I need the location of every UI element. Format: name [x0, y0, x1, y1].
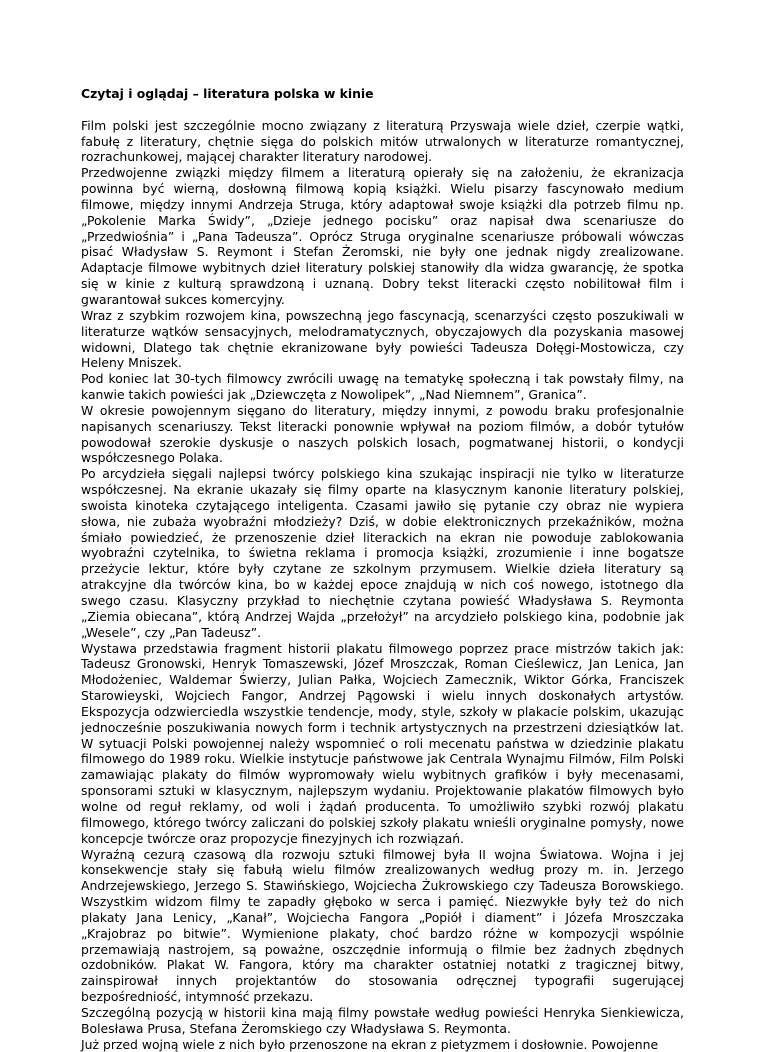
paragraph-5: W okresie powojennym sięgano do literatury, między innymi, z powodu braku profesjonalnie napisanych scenariuszy. Tekst literacki ponownie wpływał na poziom filmów, a dobór tytułów powodował szerokie dyskusje o naszych polskich losach, pogmatwanej historii, o kondycji współczesnego Polaka.: [81, 402, 684, 466]
paragraph-9: Szczególną pozycją w historii kina mają filmy powstałe według powieści Henryka Sienkiewicza, Bolesława Prusa, Stefana Żeromskiego czy Władysława S. Reymonta.: [81, 1004, 684, 1036]
paragraph-2: Przedwojenne związki między filmem a literaturą opierały się na założeniu, że ekranizacja powinna być wierną, dosłowną filmową kopią książki. Wielu pisarzy fascynowało medium filmowe, między innymi Andrzeja Struga, który adaptował swoje książki dla potrzeb filmu np. „Pokolenie Marka Świdy”, „Dzieje jednego pocisku” oraz napisał dwa scenariusze do „Przedwiośnia” i „Pana Tadeusza”. Oprócz Struga oryginalne scenariusze próbowali wówczas pisać Władysław S. Reymont i Stefan Żeromski, nie były one jednak nigdy zrealizowane. Adaptacje filmowe wybitnych dzieł literatury polskiej stanowiły dla widza gwarancję, że spotka się w kinie z kulturą sprawdzoną i uznaną. Dobry tekst literacki często nobilitował film i gwarantował sukces komercyjny.: [81, 165, 684, 307]
document-page: [81, 86, 684, 1052]
paragraph-3: Wraz z szybkim rozwojem kina, powszechną jego fascynacją, scenarzyści często poszukiwali w literaturze wątków sensacyjnych, melodramatycznych, obyczajowych dla pozyskania masowej widowni, Dlatego tak chętnie ekranizowane były powieści Tadeusza Dołęgi-Mostowicza, czy Heleny Mniszek.: [81, 307, 684, 371]
paragraph-7: Wystawa przedstawia fragment historii plakatu filmowego poprzez prace mistrzów takich jak: Tadeusz Gronowski, Henryk Tomaszewski, Józef Mroszczak, Roman Cieślewicz, Jan Lenica, Jan Młodożeniec, Waldemar Świerzy, Julian Pałka, Wojciech Zamecznik, Wiktor Górka, Franciszek Starowieyski, Wojciech Fangor, Andrzej Pągowski i wielu innych doskonałych artystów. Ekspozycja odzwierciedla wszystkie tendencje, mody, style, szkoły w plakacie polskim, ukazując jednocześnie poszukiwania nowych form i technik artystycznych na przestrzeni dziesiątków lat. W sytuacji Polski powojennej należy wspomnieć o roli mecenatu państwa w dziedzinie plakatu filmowego do 1989 roku. Wielkie instytucje państwowe jak Centrala Wynajmu Filmów, Film Polski zamawiając plakaty do filmów wypromowały wielu wybitnych grafików i były mecenasami, sponsorami sztuki w klasycznym, najlepszym wydaniu. Projektowanie plakatów filmowych było wolne od reguł reklamy, od woli i żądań producenta. To umożliwiło szybki rozwój plakatu filmowego, którego twórcy zaliczani do polskiej szkoły plakatu wnieśli oryginalne pomysły, nowe koncepcje twórcze oraz propozycje finezyjnych ich rozwiązań.: [81, 640, 684, 846]
paragraph-4: Pod koniec lat 30-tych filmowcy zwrócili uwagę na tematykę społeczną i tak powstały filmy, na kanwie takich powieści jak „Dziewczęta z Nowolipek”, „Nad Niemnem”, Granica”.: [81, 371, 684, 403]
paragraph-10: Już przed wojną wiele z nich było przenoszone na ekran z pietyzmem i dosłownie. Powojenne: [81, 1036, 659, 1052]
paragraph-6: Po arcydzieła sięgali najlepsi twórcy polskiego kina szukając inspiracji nie tylko w literaturze współczesnej. Na ekranie ukazały się filmy oparte na klasycznym kanonie literatury polskiej, swoista kinoteka czytającego inteligenta. Czasami jawiło się pytanie czy obraz nie wypiera słowa, nie zubaża wyobraźni młodzieży? Dziś, w dobie elektronicznych przekaźników, można śmiało powiedzieć, że przenoszenie dzieł literackich na ekran nie powoduje zablokowania wyobraźni czytelnika, to świetna reklama i promocja książki, zrozumienie i inne bogatsze przeżycie lektur, które były czytane ze szkolnym przymusem. Wielkie dzieła literatury są atrakcyjne dla twórców kina, bo w każdej epoce znajdują w nich coś nowego, istotnego dla swego czasu. Klasyczny przykład to niechętnie czytana powieść Władysława S. Reymonta „Ziemia obiecana”, którą Andrzej Wajda „przełożył” na arcydzieło polskiego kina, podobnie jak „Wesele”, czy „Pan Tadeusz”.: [81, 466, 684, 640]
document-title: Czytaj i oglądaj – literatura polska w kinie: [81, 86, 374, 101]
paragraph-8: Wyraźną cezurą czasową dla rozwoju sztuki filmowej była II wojna Światowa. Wojna i jej konsekwencje stały się fabułą wielu filmów zrealizowanych według prozy m. in. Jerzego Andrzejewskiego, Jerzego S. Stawińskiego, Wojciecha Żukrowskiego czy Tadeusza Borowskiego. Wszystkim widzom filmy te zapadły głęboko w serca i pamięć. Niezwykłe były też do nich plakaty Jana Lenicy, „Kanał”, Wojciecha Fangora „Popiół i diament” i Józefa Mroszczaka „Krajobraz po bitwie”. Wymienione plakaty, choć bardzo różne w kompozycji wspólnie przemawiają nastrojem, są poważne, oszczędnie informują o filmie bez żadnych zbędnych ozdobników. Plakat W. Fangora, który ma charakter ostatniej notatki z tragicznej bitwy, zainspirował innych projektantów do stosowania odręcznej typografii sugerującej bezpośredniość, intymność przekazu.: [81, 846, 684, 1005]
paragraph-1: Film polski jest szczególnie mocno związany z literaturą Przyswaja wiele dzieł, czerpie wątki, fabułę z literatury, chętnie sięga do polskich mitów utrwalonych w literaturze romantycznej, rozrachunkowej, mającej charakter literatury narodowej.: [81, 117, 684, 165]
